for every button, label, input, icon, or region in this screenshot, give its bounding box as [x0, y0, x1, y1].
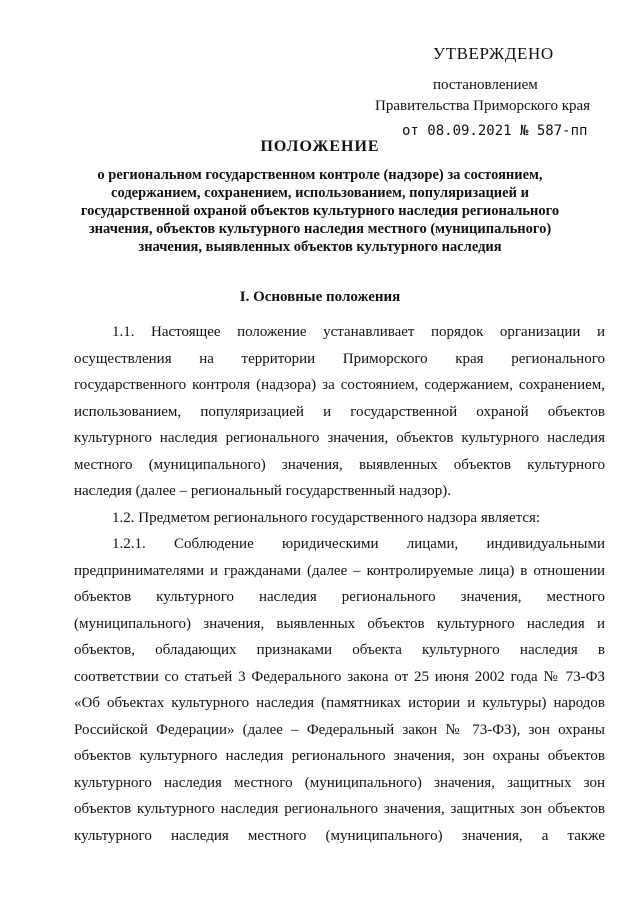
subtitle-line: значения, выявленных объектов культурного наследия — [138, 239, 502, 255]
paragraph-1-2-1-line: объектов культурного наследия регионального значения, местного — [74, 589, 605, 605]
paragraph-1-2-1-line: объектов культурного наследия регионального значения, защитных зон объектов — [74, 801, 605, 817]
paragraph-1-2-1-line: предпринимателями и гражданами (далее – контролируемые лица) в отношении — [74, 562, 605, 579]
paragraph-1-2-1-line: Российской Федерации» (далее – Федеральный закон № 73-ФЗ), зон охраны — [74, 721, 605, 738]
subtitle-line: государственной охраной объектов культурного наследия регионального — [80, 203, 560, 219]
approval-government: Правительства Приморского края — [375, 98, 591, 114]
paragraph-1-2-1-line: (муниципального) значения, выявленных объектов культурного наследия и — [74, 615, 605, 632]
document-subtitle — [70, 166, 570, 256]
subtitle-line: содержанием, сохранением, использованием, популяризацией и — [111, 185, 529, 201]
body-text — [74, 320, 605, 850]
paragraph-1-2-line: 1.2. Предметом регионального государственного надзора является: — [112, 509, 541, 526]
paragraph-1-1-line: наследия (далее – региональный государственный надзор). — [74, 483, 451, 499]
approval-decree-date: от 08.09.2021 № 587-пп — [402, 123, 588, 139]
paragraph-1-2-1-line: соответствии со статьей 3 Федерального закона от 25 июня 2002 года № 73-ФЗ — [74, 668, 605, 685]
paragraph-1-1-line: осуществления на территории Приморского края регионального — [74, 350, 605, 367]
paragraph-1-1-line: культурного наследия регионального значения, объектов культурного наследия — [74, 430, 605, 446]
subtitle-line: о региональном государственном контроле (надзоре) за состоянием, — [97, 167, 543, 183]
subtitle-line: значения, объектов культурного наследия местного (муниципального) — [88, 221, 552, 237]
document-title: ПОЛОЖЕНИЕ — [260, 138, 380, 155]
paragraph-1-2-1-line: объектов культурного наследия регионального значения, зон охраны объектов — [74, 748, 605, 764]
paragraph-1-2-1-line: 1.2.1. Соблюдение юридическими лицами, индивидуальными — [112, 536, 605, 552]
approval-block — [375, 44, 615, 140]
paragraph-1-1-line: местного (муниципального) значения, выявленных объектов культурного — [74, 456, 605, 473]
section-heading: I. Основные положения — [239, 289, 401, 305]
paragraph-1-2-1-line: культурного наследия местного (муниципального) значения, защитных зон — [74, 774, 605, 791]
approval-stamp-label: УТВЕРЖДЕНО — [433, 44, 554, 63]
paragraph-1-2-1-line: объектов, обладающих признаками объекта культурного наследия в — [74, 642, 605, 658]
paragraph-1-1-line: государственного контроля (надзора) за состоянием, содержанием, сохранением, — [74, 377, 605, 393]
paragraph-1-1-line: 1.1. Настоящее положение устанавливает порядок организации и — [112, 324, 605, 340]
paragraph-1-1-line: использованием, популяризацией и государственной охраной объектов — [74, 403, 605, 420]
paragraph-1-2-1-line: культурного наследия местного (муниципального) значения, а также — [74, 827, 605, 844]
paragraph-1-2-1-line: «Об объектах культурного наследия (памятниках истории и культуры) народов — [74, 695, 605, 711]
approval-by-decree: постановлением — [433, 77, 538, 93]
